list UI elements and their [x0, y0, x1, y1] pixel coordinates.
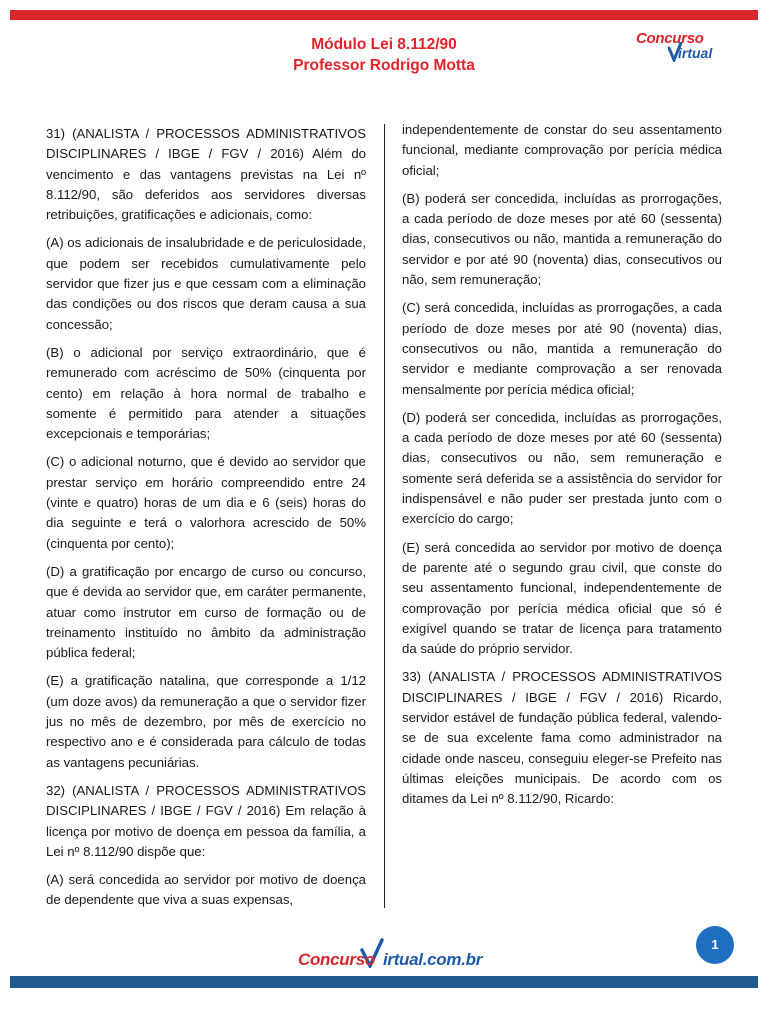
- logo-text-concurso: Concurso: [636, 30, 704, 47]
- concurso-virtual-logo: [636, 28, 736, 68]
- right-column: [402, 120, 722, 818]
- bottom-blue-bar: [10, 976, 758, 988]
- question-31-option-d: (D) a gratificação por encargo de curso ou concurso, que é devida ao servidor que, em caráter permanente, atuar como instrutor em curso de formação ou de treinamento instituído no âmbito da administração pública federal;: [46, 563, 366, 661]
- professor-name: Professor Rodrigo Motta: [293, 57, 475, 74]
- page-number-badge: 1: [696, 926, 734, 964]
- question-31-option-e: (E) a gratificação natalina, que corresponde a 1/12 (um doze avos) da remuneração a que o servidor fizer jus no mês de dezembro, por mês de exercício no respectivo ano e é considerada para cálculo de todas as vantagens pecuniárias.: [46, 673, 366, 770]
- question-32-option-a-end: independentemente de constar do seu assentamento funcional, mediante comprovação por perícia médica oficial;: [402, 122, 722, 178]
- question-32-option-d: (D) poderá ser concedida, incluídas as prorrogações, a cada período de doze meses por até 60 (sessenta) dias, consecutivos ou não, sem remuneração e somente será deferida se a assistência do servidor for indispensável e não puder ser prestada junto com o exercício do cargo;: [402, 409, 722, 527]
- question-31-option-b: (B) o adicional por serviço extraordinário, que é remunerado com acréscimo de 50% (cinquenta por cento) em relação à hora normal de trabalho e somente é permitido para atender a situações excepcionais e temporárias;: [46, 344, 366, 442]
- question-32-stem: 32) (ANALISTA / PROCESSOS ADMINISTRATIVOS DISCIPLINARES / IBGE / FGV / 2016) Em relação à licença por motivo de doença em pessoa da família, a Lei nº 8.112/90 dispõe que:: [46, 782, 366, 859]
- top-red-bar: [10, 10, 758, 20]
- question-32-option-e: (E) será concedida ao servidor por motivo de doença de parente até o segundo grau civil, que conste do seu assentamento funcional, independentemente de comprovação por perícia médica oficial que só é exigível quando se tratar de licença para tratamento da saúde do próprio servidor.: [402, 539, 722, 657]
- question-31-option-a: (A) os adicionais de insalubridade e de periculosidade, que podem ser recebidos cumulativamente pelo servidor que fizer jus e que cessam com a eliminação das condições ou dos riscos que deram causa a sua concessão;: [46, 235, 366, 332]
- footer-site-url: Concurso irtual.com.br: [298, 950, 483, 969]
- question-33-stem: 33) (ANALISTA / PROCESSOS ADMINISTRATIVOS DISCIPLINARES / IBGE / FGV / 2016) Ricardo, servidor estável de fundação pública federal, valendo-se de sua excelente fama como administrador na cidade onde nasceu, conseguiu eleger-se Prefeito nas últimas eleições municipais. De acordo com os ditames da Lei nº 8.112/90, Ricardo:: [402, 669, 722, 807]
- footer-logo: [0, 938, 768, 978]
- question-31-option-c: (C) o adicional noturno, que é devido ao servidor que prestar serviço em horário compreendido entre 24 (vinte e quatro) horas de um dia e 6 (seis) horas do dia seguinte e terá o valorhora acrescido de 50% (cinquenta por cento);: [46, 454, 366, 551]
- question-32-option-b: (B) poderá ser concedida, incluídas as prorrogações, a cada período de doze meses por até 60 (sessenta) dias, consecutivos ou não, mantida a remuneração do servidor e por até 90 (noventa) dias, consecutivos ou não, sem remuneração;: [402, 190, 722, 288]
- column-divider: [384, 124, 385, 908]
- question-32-option-c: (C) será concedida, incluídas as prorrogações, a cada período de doze meses por até 90 (noventa) dias, consecutivos ou não, mantida a remuneração do servidor e mediante comprovação a ser renovada mensalmente por perícia médica oficial;: [402, 300, 722, 397]
- module-title: Módulo Lei 8.112/90: [311, 36, 457, 53]
- question-32-option-a-start: (A) será concedida ao servidor por motivo de doença de dependente que viva a suas expensas,: [46, 872, 366, 908]
- question-31-stem: 31) (ANALISTA / PROCESSOS ADMINISTRATIVOS DISCIPLINARES / IBGE / FGV / 2016) Além do vencimento e das vantagens previstas na Lei nº 8.112/90, são deferidos aos servidores diversas retribuições, gratificações e adicionais, como:: [46, 126, 366, 223]
- logo-text-virtual: irtual: [678, 45, 713, 61]
- left-column: [46, 124, 366, 919]
